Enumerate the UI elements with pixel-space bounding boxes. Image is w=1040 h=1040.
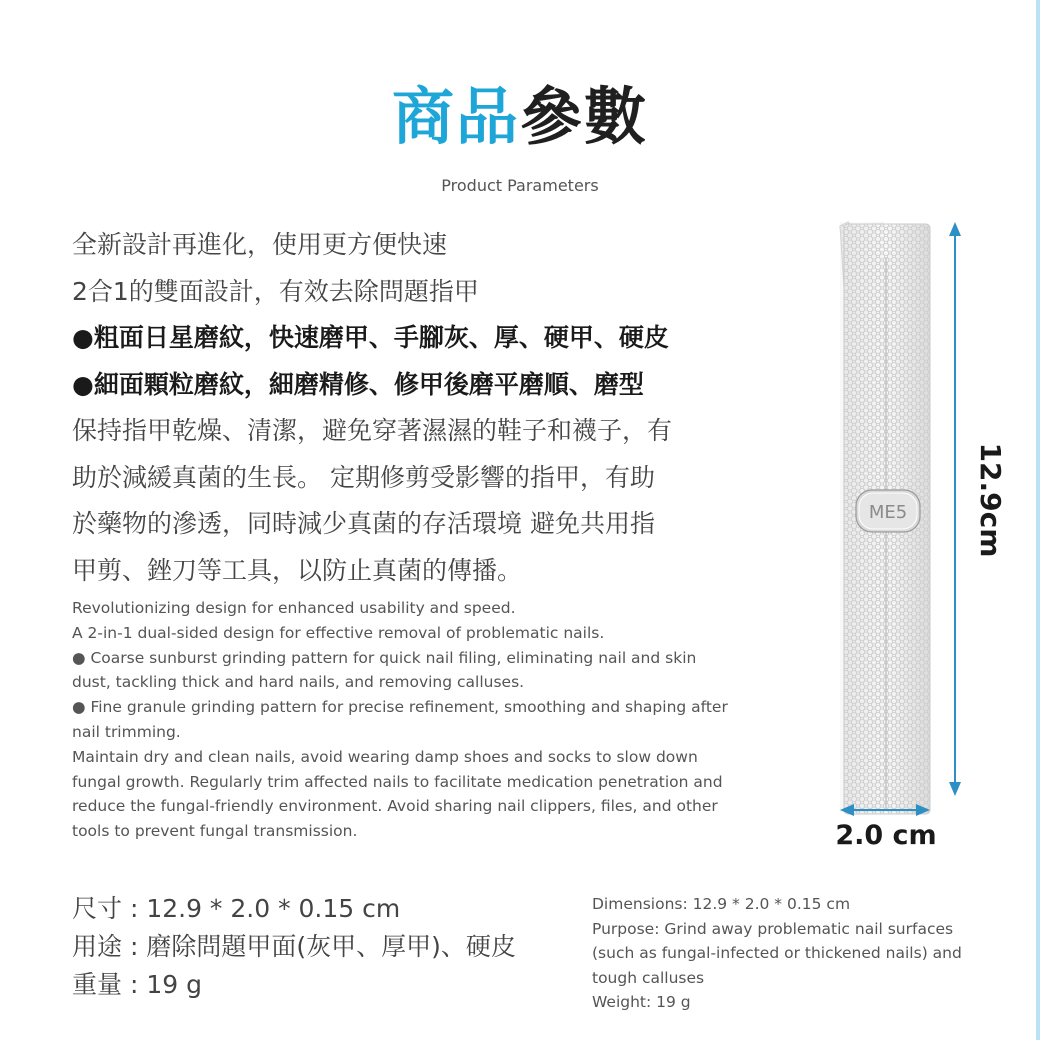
english-description (72, 596, 772, 844)
en-line: nail trimming. (72, 722, 181, 741)
en-line: ● Coarse sunburst grinding pattern for quick nail filing, eliminating nail and skin (72, 648, 697, 667)
spec-purpose-en: tough calluses (592, 968, 705, 987)
spec-dimensions-en: Dimensions: 12.9 * 2.0 * 0.15 cm (592, 895, 851, 913)
nail-file-image (838, 218, 938, 818)
length-label: 12.9cm (974, 442, 1007, 558)
specs-english (592, 892, 1012, 1015)
page-subtitle: Product Parameters (441, 176, 599, 195)
spec-purpose-zh: 用途 : 磨除問題甲面(灰甲、厚甲)、硬皮 (72, 932, 516, 961)
zh-bullet-coarse: ●粗面日星磨紋，快速磨甲、手腳灰、厚、硬甲、硬皮 (72, 323, 669, 352)
zh-line: 於藥物的滲透，同時減少真菌的存活環境 避免共用指 (72, 509, 655, 538)
product-logo: ME5 (868, 502, 908, 523)
specs-chinese (72, 890, 516, 1004)
spec-purpose-en: (such as fungal-infected or thickened nails) and (592, 944, 962, 963)
zh-line: 助於減緩真菌的生長。 定期修剪受影響的指甲，有助 (72, 462, 655, 492)
en-line: A 2-in-1 dual-sided design for effective removal of problematic nails. (72, 623, 605, 642)
spec-dimensions-zh: 尺寸 : 12.9 * 2.0 * 0.15 cm (72, 894, 401, 923)
length-dimension-arrow (945, 222, 965, 796)
spec-weight-zh: 重量 : 19 g (72, 970, 202, 999)
zh-line: 2合1的雙面設計，有效去除問題指甲 (72, 276, 479, 306)
spec-weight-en: Weight: 19 g (592, 993, 691, 1012)
zh-line: 甲剪、銼刀等工具，以防止真菌的傳播。 (72, 555, 523, 585)
width-dimension-arrow (840, 800, 930, 820)
en-line: reduce the fungal-friendly environment. Avoid sharing nail clippers, files, and other (72, 797, 718, 816)
title-rest: 參數 (520, 80, 649, 153)
page-title (0, 80, 1040, 153)
en-line: ● Fine granule grinding pattern for precise refinement, smoothing and shaping after (72, 698, 728, 717)
right-edge-accent-line (1036, 0, 1040, 1040)
title-accent: 商品 (391, 80, 520, 153)
zh-bullet-fine: ●細面顆粒磨紋，細磨精修、修甲後磨平磨順、磨型 (72, 369, 644, 399)
en-line: Maintain dry and clean nails, avoid wearing damp shoes and socks to slow down (72, 747, 698, 766)
en-line: fungal growth. Regularly trim affected nails to facilitate medication penetration and (72, 772, 723, 791)
zh-line: 全新設計再進化，使用更方便快速 (72, 230, 448, 259)
en-line: Revolutionizing design for enhanced usability and speed. (72, 599, 516, 617)
en-line: tools to prevent fungal transmission. (72, 822, 358, 841)
zh-line: 保持指甲乾燥、清潔，避免穿著濕濕的鞋子和襪子，有 (72, 416, 673, 445)
width-label: 2.0 cm (835, 820, 937, 851)
spec-purpose-en: Purpose: Grind away problematic nail surfaces (592, 919, 954, 938)
en-line: dust, tackling thick and hard nails, and removing calluses. (72, 673, 525, 692)
chinese-description (72, 222, 792, 594)
